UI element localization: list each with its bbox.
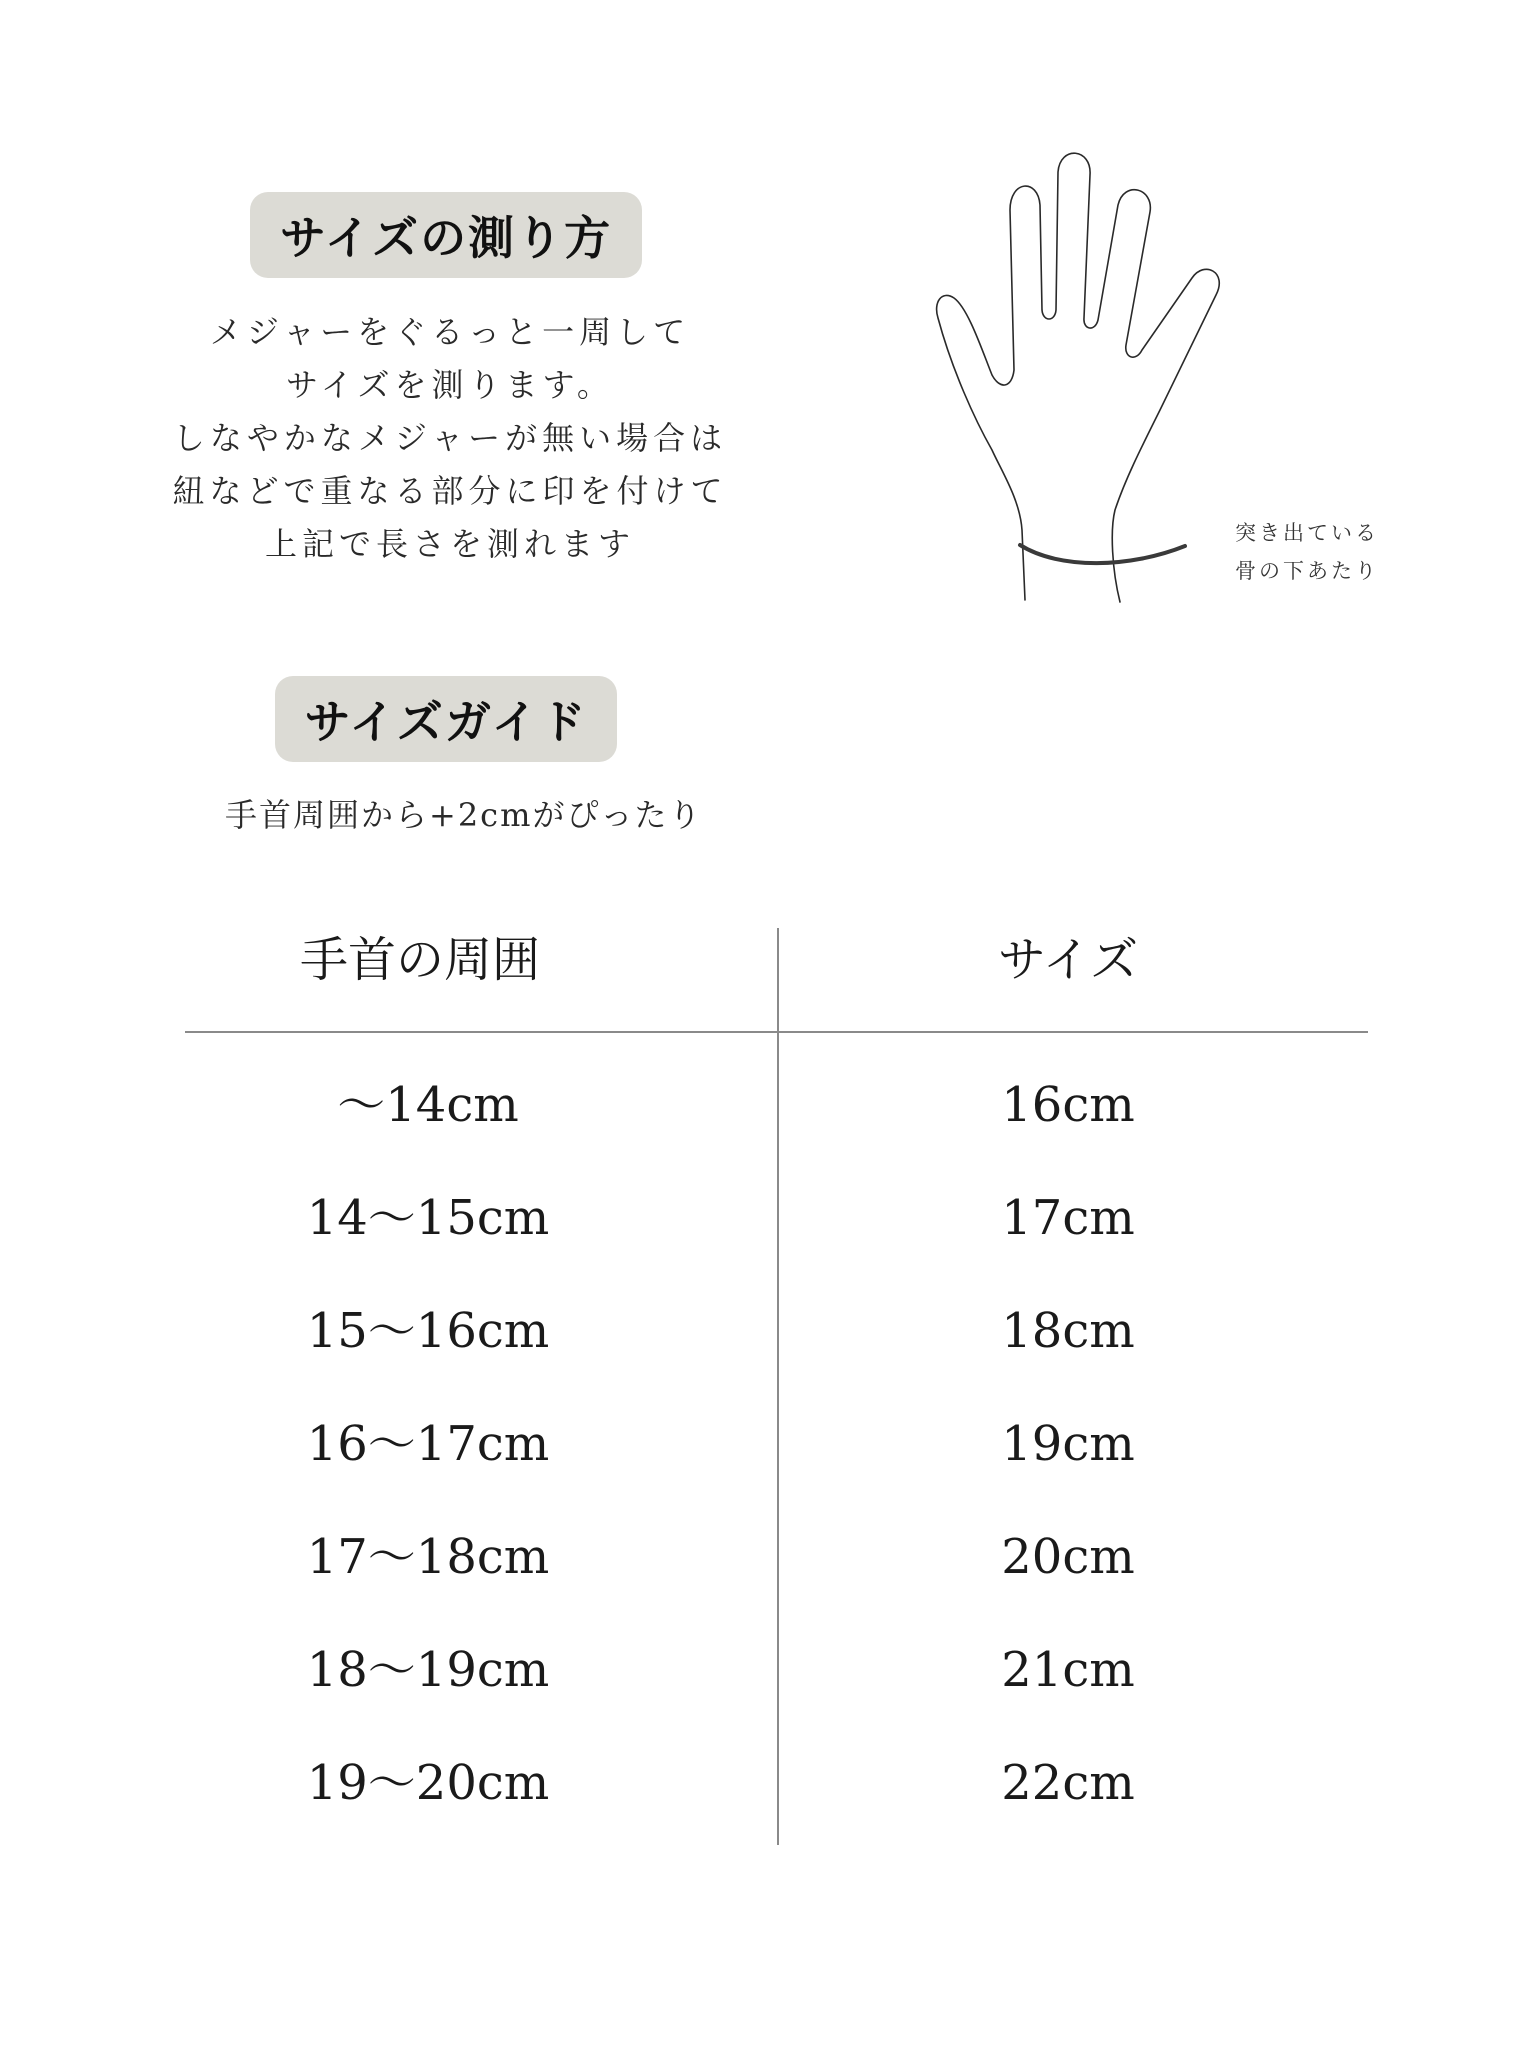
hand-note-line: 突き出ている: [1235, 521, 1379, 545]
hand-illustration: [930, 150, 1260, 610]
hand-outline: [937, 153, 1220, 602]
size-cell: 18cm: [1001, 1303, 1135, 1359]
table-row: [0, 1070, 1536, 1183]
table-row: [0, 1183, 1536, 1296]
hand-note-line: 骨の下あたり: [1235, 559, 1379, 583]
instruction-line: しなやかなメジャーが無い場合は: [172, 419, 728, 457]
size-guide-note: 手首周囲から+2cmがぴったり: [225, 796, 703, 834]
size-cell: 22cm: [1001, 1755, 1135, 1811]
size-table-body: [0, 1070, 1536, 1861]
size-guide-title: サイズガイド: [275, 676, 617, 762]
size-cell: 16cm: [1001, 1077, 1135, 1133]
instruction-line: サイズを測ります。: [286, 366, 614, 404]
wrist-range-cell: 19〜20cm: [306, 1755, 550, 1811]
wrist-measure-line: [1020, 545, 1185, 563]
wrist-range-cell: 16〜17cm: [306, 1416, 550, 1472]
size-cell: 17cm: [1001, 1190, 1135, 1246]
instruction-line: 上記で長さを測れます: [264, 525, 635, 563]
size-cell: 19cm: [1001, 1416, 1135, 1472]
wrist-range-cell: 14〜15cm: [306, 1190, 550, 1246]
wrist-range-cell: 〜14cm: [337, 1077, 519, 1133]
header-size: サイズ: [997, 932, 1139, 988]
measure-section-title: サイズの測り方: [250, 192, 642, 278]
hand-note: [1235, 514, 1379, 590]
instruction-line: 紐などで重なる部分に印を付けて: [172, 472, 728, 510]
table-row: [0, 1748, 1536, 1861]
wrist-range-cell: 15〜16cm: [306, 1303, 550, 1359]
header-wrist-circumference: 手首の周囲: [299, 932, 540, 988]
wrist-range-cell: 17〜18cm: [306, 1529, 550, 1585]
table-row: [0, 1522, 1536, 1635]
table-row: [0, 1635, 1536, 1748]
size-cell: 21cm: [1001, 1642, 1135, 1698]
instruction-line: メジャーをぐるっと一周して: [209, 313, 691, 351]
wrist-range-cell: 18〜19cm: [306, 1642, 550, 1698]
table-row: [0, 1296, 1536, 1409]
table-row: [0, 1409, 1536, 1522]
measure-instructions: [150, 306, 750, 571]
table-header-divider: [185, 1031, 1368, 1033]
size-cell: 20cm: [1001, 1529, 1135, 1585]
